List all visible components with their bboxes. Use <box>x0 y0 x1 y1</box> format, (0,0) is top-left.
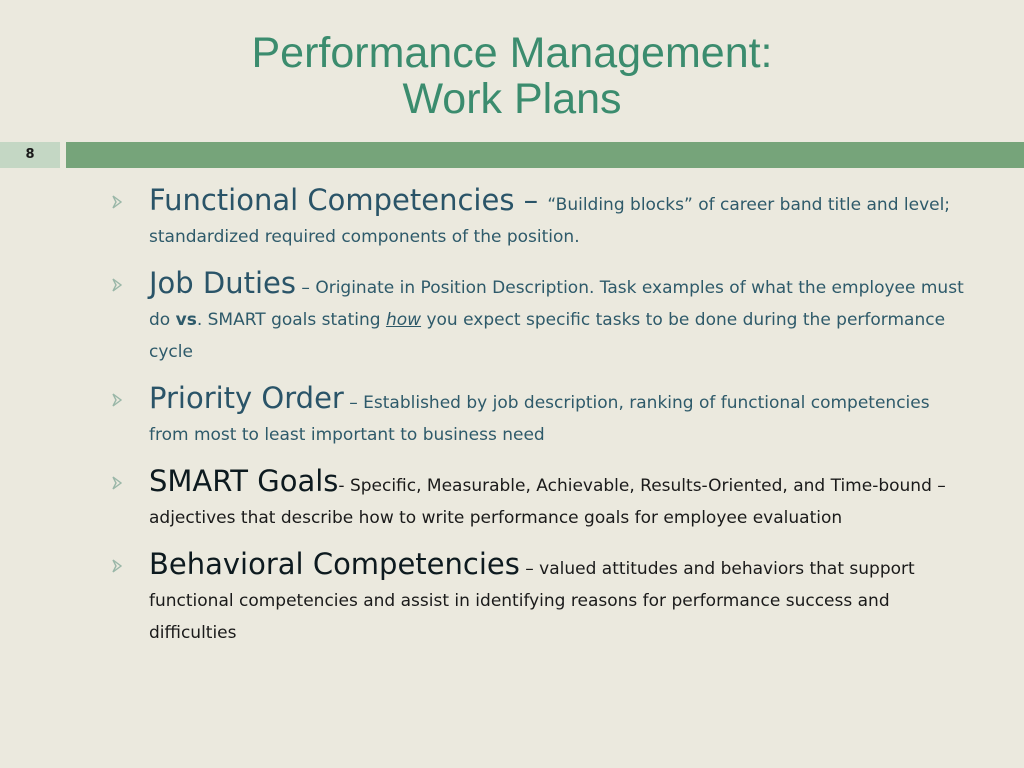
bullet-smart-goals <box>112 465 972 534</box>
arrow-bullet-icon <box>112 559 122 573</box>
bullet-functional-competencies <box>112 184 972 253</box>
slide-title <box>0 30 1024 122</box>
bullet-description: – Established by job description, ranking of functional competencies from most to least important to business need <box>149 393 930 445</box>
bullet-behavioral-competencies <box>112 548 972 649</box>
bullet-description: – valued attitudes and behaviors that support functional competencies and assist in identifying reasons for performance success and difficulties <box>149 559 915 643</box>
bullet-list <box>112 184 972 663</box>
slide-title-line-2: Work Plans <box>402 75 622 123</box>
bullet-description: . SMART goals stating <box>196 310 386 330</box>
bullet-description: – Originate in Position Description. Task examples of what the employee must do <box>149 278 964 330</box>
bullet-job-duties <box>112 267 972 368</box>
bullet-description: you expect specific tasks to be done during the performance cycle <box>149 310 946 362</box>
bullet-term: SMART Goals <box>149 464 339 498</box>
bullet-description: - Specific, Measurable, Achievable, Results-Oriented, and Time-bound – adjectives that describe how to write performance goals for employee evaluation <box>149 476 946 528</box>
bullet-description-underlined: how <box>385 310 422 330</box>
header-rule-bar <box>66 142 1024 168</box>
bullet-term: Behavioral Competencies <box>149 547 520 581</box>
arrow-bullet-icon <box>112 195 122 209</box>
bullet-description-bold: vs <box>175 310 197 330</box>
arrow-bullet-icon <box>112 393 122 407</box>
arrow-bullet-icon <box>112 476 122 490</box>
bullet-term: Job Duties <box>149 266 297 300</box>
bullet-term: Priority Order <box>149 381 344 415</box>
slide-title-line-1: Performance Management: <box>251 29 773 77</box>
bullet-term: Functional Competencies – <box>149 183 548 217</box>
bullet-description: “Building blocks” of career band title and level; standardized required components of the position. <box>149 195 951 247</box>
slide-number: 8 <box>0 142 60 168</box>
bullet-priority-order <box>112 382 972 451</box>
arrow-bullet-icon <box>112 278 122 292</box>
